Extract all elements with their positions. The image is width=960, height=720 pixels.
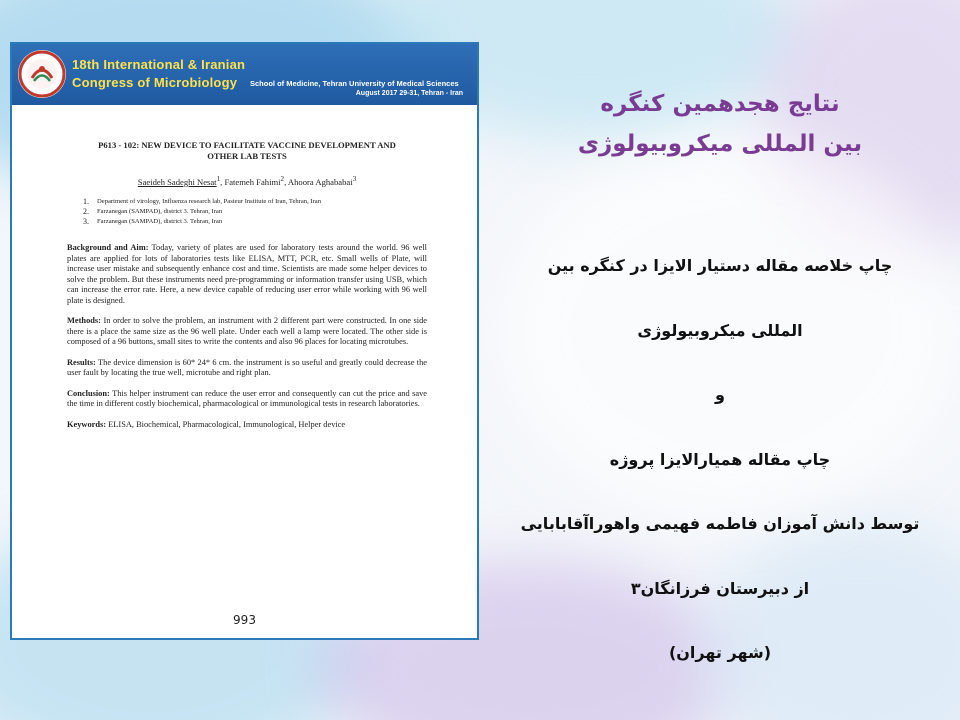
banner-title-line1: 18th International & Iranian: [72, 57, 246, 72]
keywords-paragraph: Keywords: ELISA, Biochemical, Pharmacological, Immunological, Helper device: [67, 419, 346, 429]
abstract-page: [10, 42, 479, 640]
banner-title-line2: Congress of Microbiology: [72, 75, 238, 90]
affiliation-item: 2. Farzanegan (SAMPAD), district 3. Tehran, Iran: [83, 207, 223, 217]
congress-banner: [12, 44, 477, 105]
affiliations: [83, 197, 427, 227]
microbiology-society-logo-icon: [18, 50, 66, 98]
body-line: توسط دانش آموزان فاطمه فهیمی واهوراآقابابایی: [520, 514, 920, 533]
body-line: چاپ خلاصه مقاله دستیار الایزا در کنگره بین: [547, 256, 893, 275]
authors: [67, 174, 427, 187]
affiliation-item: 1. Department of virology, Influenza research lab, Pasteur Institute of Iran, Tehran, Iran: [83, 197, 322, 207]
body-line: چاپ مقاله همیارالایزا پروژه: [609, 449, 831, 469]
abstract-title-line2: OTHER LAB TESTS: [207, 151, 287, 161]
affiliation-item: 3. Farzanegan (SAMPAD), district 3. Tehran, Iran: [83, 217, 223, 227]
methods-paragraph: Methods: In order to solve the problem, an instrument with 2 different part were constructed. In one side there is a place the same size as the 96 well plate. Under each well a lamp were located. The other side is composed of a 96 buttons, small sites to write the contents and also 96 places for locating microtubes.: [67, 316, 427, 347]
author-1-sup: 1: [216, 175, 221, 183]
abstract-title: [67, 140, 427, 162]
body-line: از دبیرستان فرزانگان۳: [630, 578, 810, 598]
heading-line2: بین المللی میکروبیولوژی: [577, 131, 863, 157]
results-paragraph: Results: The device dimension is 60* 24* 6 cm. the instrument is so useful and greatly could decrease the user fault by locating the true well, microtube and right plan.: [67, 357, 427, 378]
banner-date: August 2017 29-31, Tehran - Iran: [355, 90, 463, 97]
abstract-title-line1: P613 - 102: NEW DEVICE TO FACILITATE VACCINE DEVELOPMENT AND: [98, 140, 396, 150]
slide-body: [490, 256, 950, 708]
author-2-sup: 2: [280, 175, 285, 183]
abstract-body: [67, 140, 427, 440]
background-paragraph: Background and Aim: Today, variety of plates are used for laboratory tests around the world. 96 well plates are applied for lots of laboratories tests like ELISA, MTT, PCR, etc. Small wells of Plate, will increase user mistake and subsequently enhance cost and time. Scientists are made some helper devices to solve the problem. But these instruments need pre-programming or information transfer using USB, which can increase the error rate. Here, a new device capable of reducing user error while working with 96 well plate is designed.: [67, 243, 428, 305]
body-line: (شهر تهران): [668, 643, 772, 662]
conclusion-paragraph: Conclusion: This helper instrument can reduce the user error and consequently can cut the price and save the time in different costly biochemical, pharmacological or immunological tests in research laboratories.: [67, 388, 427, 409]
author-3: , Ahoora Aghababai: [284, 176, 353, 187]
heading-line1: نتایج هجدهمین کنگره: [600, 91, 840, 117]
banner-school: School of Medicine, Tehran University of Medical Sciences: [250, 79, 459, 88]
body-line: و: [715, 385, 725, 404]
slide-heading: [490, 84, 950, 164]
author-3-sup: 3: [352, 175, 357, 183]
author-1: Saeideh Sadeghi Nesat: [137, 176, 217, 187]
page-number: 993: [233, 613, 256, 627]
author-2: , Fatemeh Fahimi: [220, 176, 281, 187]
body-line: المللی میکروبیولوژی: [637, 320, 803, 340]
